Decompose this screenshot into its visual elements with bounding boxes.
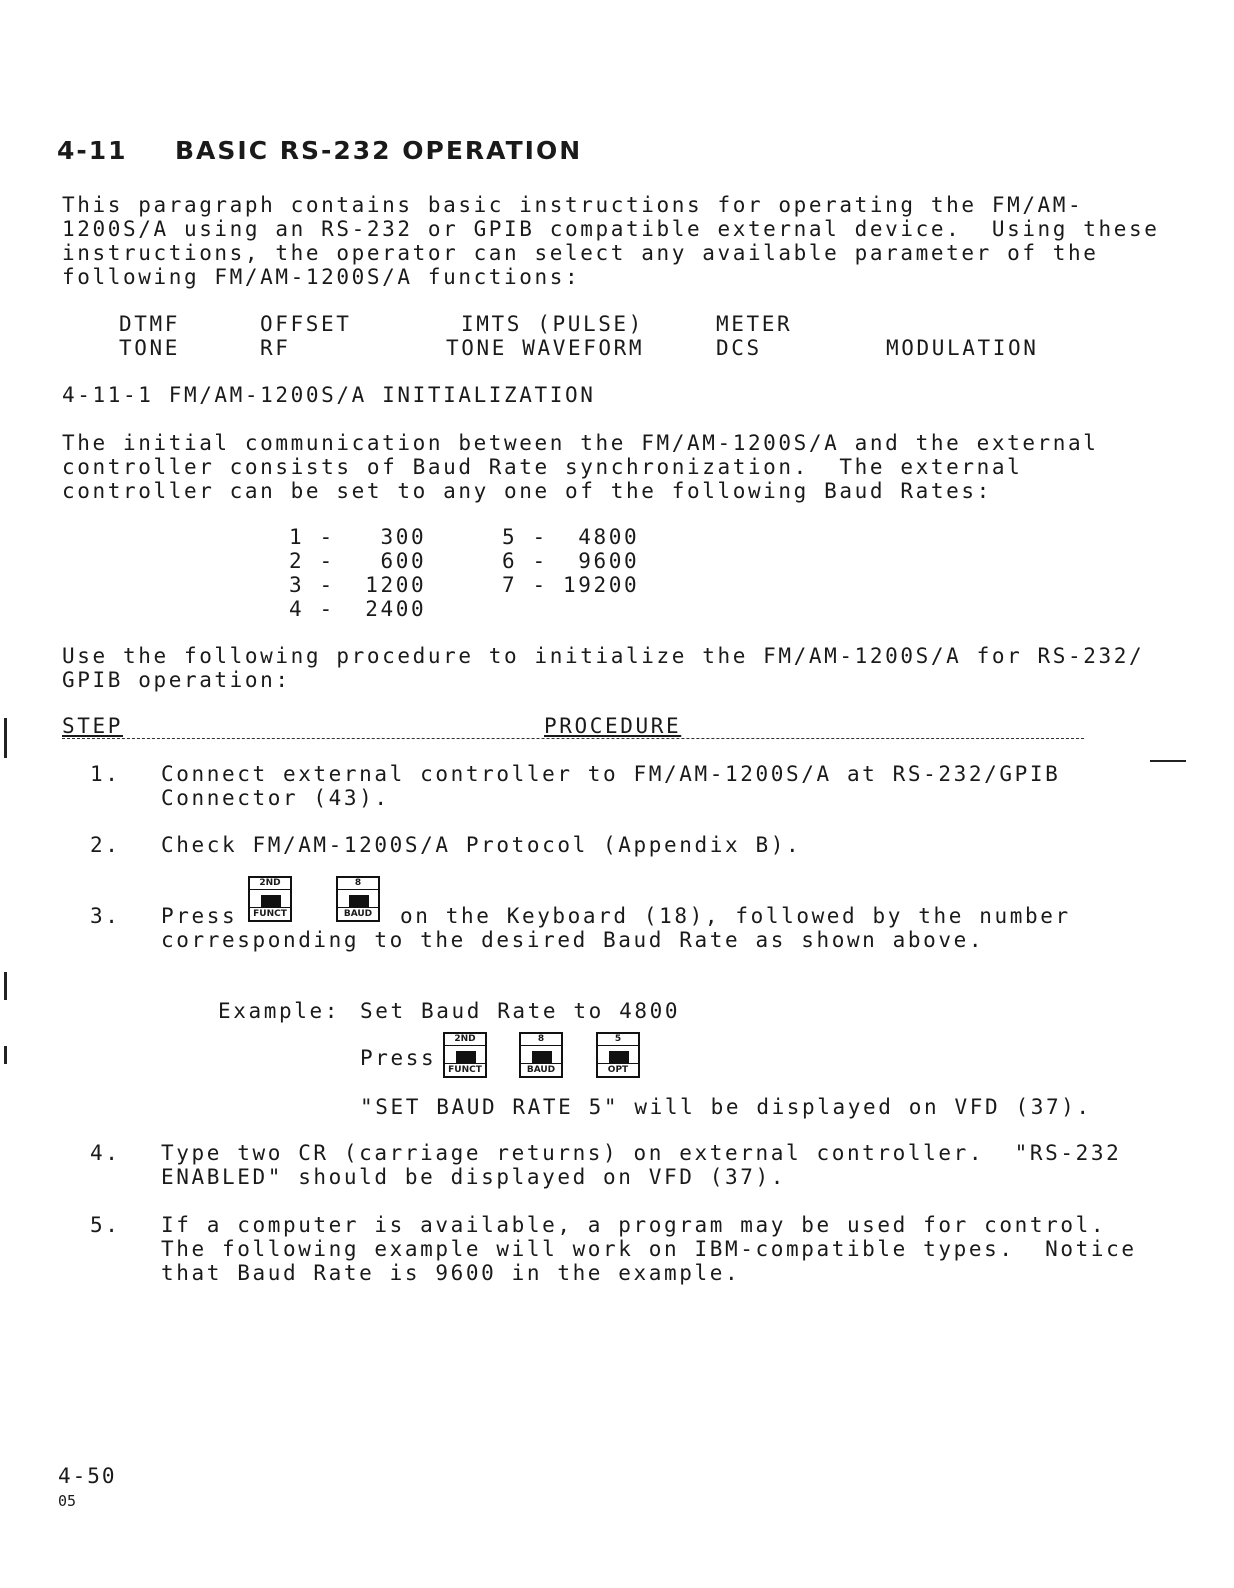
key-bottom-label: BAUD — [521, 1063, 561, 1076]
baud-rate-item: 1 - 300 — [289, 525, 427, 549]
function-item: IMTS (PULSE) — [461, 312, 644, 336]
procedure-intro-line: Use the following procedure to initialize the FM/AM-1200S/A for RS-232/ — [62, 644, 1145, 668]
intro-line: 1200S/A using an RS-232 or GPIB compatible external device. Using these — [62, 217, 1160, 241]
step-number: 5. — [90, 1213, 121, 1237]
function-item: TONE WAVEFORM — [446, 336, 645, 360]
procedure-column-header: PROCEDURE — [544, 714, 682, 738]
step-text-line: corresponding to the desired Baud Rate as shown above. — [161, 928, 985, 952]
function-item: METER — [716, 312, 793, 336]
scan-mark — [4, 972, 7, 1000]
step-number: 2. — [90, 833, 121, 857]
step-text-line: Type two CR (carriage returns) on external controller. "RS-232 — [161, 1141, 1122, 1165]
step-text-line: Connector (43). — [161, 786, 390, 810]
intro-line: This paragraph contains basic instructions for operating the FM/AM- — [62, 193, 1084, 217]
example-text: Set Baud Rate to 4800 — [360, 999, 681, 1023]
press-label: Press — [360, 1046, 437, 1070]
press-label: Press — [161, 904, 238, 928]
key-top-label: 2ND — [445, 1034, 485, 1046]
procedure-table-header — [62, 714, 1084, 739]
example-result: "SET BAUD RATE 5" will be displayed on VFD (37). — [360, 1095, 1092, 1119]
function-item: DCS — [716, 336, 762, 360]
revision-number: 05 — [58, 1492, 77, 1510]
key-bottom-label: OPT — [598, 1063, 638, 1076]
section-number: 4-11 — [57, 136, 128, 165]
function-item: MODULATION — [886, 336, 1039, 360]
step-number: 3. — [90, 904, 121, 928]
section-title: BASIC RS-232 OPERATION — [175, 136, 583, 165]
procedure-intro-line: GPIB operation: — [62, 668, 291, 692]
step-text-line: If a computer is available, a program may be used for control. — [161, 1213, 1107, 1237]
key-bottom-label: BAUD — [338, 907, 378, 920]
intro-line: instructions, the operator can select any available parameter of the — [62, 241, 1099, 265]
baud-rate-item: 2 - 600 — [289, 549, 427, 573]
init-line: controller consists of Baud Rate synchronization. The external — [62, 455, 1023, 479]
key-top-label: 8 — [338, 878, 378, 890]
scan-mark — [1150, 760, 1186, 762]
key-8-baud-icon — [336, 876, 380, 922]
step-text-line: Check FM/AM-1200S/A Protocol (Appendix B). — [161, 833, 802, 857]
baud-rate-item: 5 - 4800 — [502, 525, 640, 549]
baud-rate-item: 7 - 19200 — [502, 573, 640, 597]
page-number: 4-50 — [58, 1464, 117, 1488]
key-bottom-label: FUNCT — [250, 907, 290, 920]
baud-rate-item: 4 - 2400 — [289, 597, 427, 621]
step-column-header: STEP — [62, 714, 123, 738]
function-item: OFFSET — [260, 312, 352, 336]
function-item: TONE — [119, 336, 180, 360]
key-8-baud-icon — [519, 1032, 563, 1078]
init-line: The initial communication between the FM/AM-1200S/A and the external — [62, 431, 1099, 455]
key-bottom-label: FUNCT — [445, 1063, 485, 1076]
key-2nd-funct-icon — [248, 876, 292, 922]
key-top-label: 5 — [598, 1034, 638, 1046]
intro-line: following FM/AM-1200S/A functions: — [62, 265, 581, 289]
example-label: Example: — [218, 999, 340, 1023]
key-top-label: 2ND — [250, 878, 290, 890]
step-text-line: The following example will work on IBM-compatible types. Notice — [161, 1237, 1137, 1261]
init-line: controller can be set to any one of the following Baud Rates: — [62, 479, 992, 503]
baud-rate-item: 3 - 1200 — [289, 573, 427, 597]
key-5-opt-icon — [596, 1032, 640, 1078]
baud-rate-item: 6 - 9600 — [502, 549, 640, 573]
step-text-line: that Baud Rate is 9600 in the example. — [161, 1261, 741, 1285]
scan-mark — [4, 718, 7, 758]
step-text-line: on the Keyboard (18), followed by the number — [400, 904, 1071, 928]
step-number: 1. — [90, 762, 121, 786]
scan-mark — [4, 1046, 7, 1064]
key-2nd-funct-icon — [443, 1032, 487, 1078]
step-text-line: ENABLED" should be displayed on VFD (37). — [161, 1165, 786, 1189]
function-item: DTMF — [119, 312, 180, 336]
subsection-title: 4-11-1 FM/AM-1200S/A INITIALIZATION — [62, 383, 596, 407]
function-item: RF — [260, 336, 291, 360]
step-number: 4. — [90, 1141, 121, 1165]
step-text-line: Connect external controller to FM/AM-1200S/A at RS-232/GPIB — [161, 762, 1061, 786]
key-top-label: 8 — [521, 1034, 561, 1046]
section-heading — [57, 136, 582, 165]
